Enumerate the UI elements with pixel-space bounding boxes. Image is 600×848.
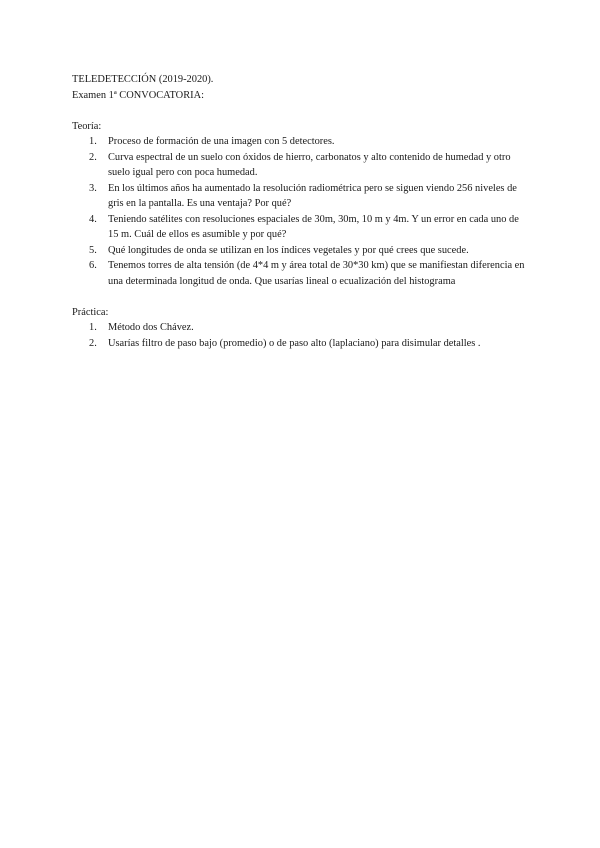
list-number: 1.	[89, 136, 97, 147]
list-item-text: Usarías filtro de paso bajo (promedio) o de paso alto (laplaciano) para disimular detalles .	[108, 337, 481, 349]
blank-line	[72, 103, 528, 119]
practica-list	[72, 320, 528, 351]
teoria-heading: Teoría:	[72, 120, 102, 132]
list-item-text: Teniendo satélites con resoluciones espaciales de 30m, 30m, 10 m y 4m. Y un error en cada uno de 15 m. Cuál de ellos es asumible y por qué?	[108, 213, 519, 240]
list-item	[72, 212, 528, 243]
exam-subtitle: Examen 1ª CONVOCATORIA:	[72, 89, 204, 101]
list-number: 5.	[89, 244, 97, 256]
list-number: 6.	[89, 260, 97, 271]
list-number: 2.	[89, 151, 97, 163]
list-item	[72, 150, 528, 181]
document-content	[72, 72, 528, 351]
list-item-text: Método dos Chávez.	[108, 322, 194, 333]
list-item-text: Curva espectral de un suelo con óxidos de hierro, carbonatos y alto contenido de humedad y otro suelo igual pero con poca humedad.	[108, 151, 511, 178]
list-item-text: Proceso de formación de una imagen con 5 detectores.	[108, 136, 335, 147]
list-item	[72, 336, 528, 352]
teoria-list	[72, 134, 528, 289]
list-number: 4.	[89, 213, 97, 225]
list-item-text: En los últimos años ha aumentado la resolución radiométrica pero se siguen viendo 256 niveles de gris en la pantalla. Es una ventaja? Por qué?	[108, 182, 517, 209]
list-item	[72, 134, 528, 150]
list-item-text: Tenemos torres de alta tensión (de 4*4 m y área total de 30*30 km) que se manifiestan diferencia en una determinada longitud de onda. Que usarías lineal o ecualización del histograma	[108, 260, 525, 287]
exam-title: TELEDETECCIÓN (2019-2020).	[72, 74, 214, 85]
list-number: 3.	[89, 182, 97, 194]
practica-heading: Práctica:	[72, 306, 109, 318]
list-number: 2.	[89, 337, 97, 349]
blank-line	[72, 289, 528, 305]
list-item-text: Qué longitudes de onda se utilizan en los índices vegetales y por qué crees que sucede.	[108, 244, 469, 256]
list-item	[72, 320, 528, 336]
list-item	[72, 243, 528, 259]
list-item	[72, 258, 528, 289]
list-number: 1.	[89, 322, 97, 333]
list-item	[72, 181, 528, 212]
